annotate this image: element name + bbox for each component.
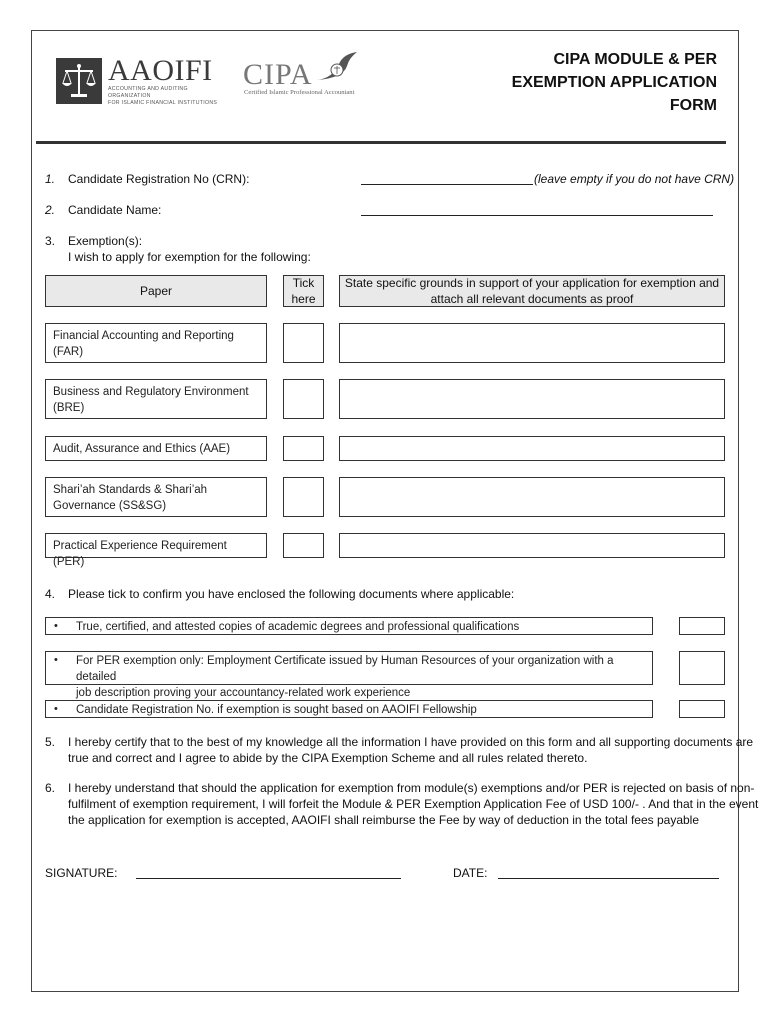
exemptions-intro: I wish to apply for exemption for the following: — [68, 250, 311, 264]
bullet-icon: • — [54, 703, 58, 715]
tick-box-per[interactable] — [283, 533, 324, 558]
cipa-logo-text: CIPA — [243, 58, 313, 91]
aaoifi-logo-tagline — [108, 86, 228, 107]
crn-item-number: 1. — [45, 172, 56, 186]
document-item-employment-certificate — [45, 651, 653, 699]
paper-name: Practical Experience Requirement (PER) — [53, 540, 227, 568]
date-label: DATE: — [453, 866, 488, 880]
form-title-line-2: EXEMPTION APPLICATION — [511, 74, 717, 91]
form-title-line-3: FORM — [669, 97, 717, 114]
certification-statement — [68, 734, 754, 766]
tick-header-line-2: here — [291, 292, 316, 306]
certification-line-2: true and correct and I agree to abide by the CIPA Exemption Scheme and all rules related thereto. — [68, 751, 588, 765]
paper-per — [45, 533, 267, 568]
fee-line-2: fulfilment of exemption requirement, I will forfeit the Module & PER Exemption Application Fee of USD 100/- . And that in the event — [68, 797, 759, 811]
paper-column-header — [45, 275, 267, 307]
exemptions-item-number: 3. — [45, 234, 56, 248]
paper-name: Audit, Assurance and Ethics (AAE) — [53, 443, 231, 455]
document-text-line-2: job description proving your accountancy-related work experience — [76, 687, 411, 699]
signature-input-line[interactable] — [136, 878, 401, 879]
paper-code: (FAR) — [53, 346, 84, 358]
tick-box-employment-certificate[interactable] — [679, 651, 725, 685]
grounds-field-sssg[interactable] — [339, 477, 725, 517]
documents-item-number: 4. — [45, 587, 56, 601]
paper-name: Financial Accounting and Reporting — [53, 330, 234, 342]
fee-line-3: the application for exemption is accepted, AAOIFI shall reimburse the Fee by way of deduction in the total fees payable — [68, 813, 700, 827]
form-title-line-1: CIPA MODULE & PER — [553, 51, 717, 68]
crn-note: (leave empty if you do not have CRN) — [534, 172, 735, 186]
fee-item-number: 6. — [45, 781, 56, 795]
paper-code: (BRE) — [53, 402, 85, 414]
document-text: Candidate Registration No. if exemption is sought based on AAOIFI Fellowship — [76, 704, 477, 716]
aaoifi-tagline-line-1: ACCOUNTING AND AUDITING ORGANIZATION — [108, 86, 188, 99]
paper-name: Business and Regulatory Environment — [53, 386, 249, 398]
header-divider — [36, 141, 726, 144]
grounds-header-line-1: State specific grounds in support of your application for exemption and — [344, 276, 720, 290]
tick-box-bre[interactable] — [283, 379, 324, 419]
grounds-column-header — [339, 275, 725, 307]
paper-code: Governance (SS&SG) — [53, 500, 167, 512]
tick-box-certificates[interactable] — [679, 617, 725, 635]
bullet-icon: • — [54, 654, 58, 666]
crn-label: Candidate Registration No (CRN): — [68, 172, 250, 186]
fee-line-1: I hereby understand that should the application for exemption from module(s) exemptions and/or PER is rejected on basis of non- — [68, 781, 755, 795]
document-text: True, certified, and attested copies of academic degrees and professional qualifications — [76, 621, 520, 633]
certification-line-1: I hereby certify that to the best of my knowledge all the information I have provided on this form and all supporting documents are — [68, 735, 754, 749]
certification-item-number: 5. — [45, 735, 56, 749]
tick-header-line-1: Tick — [292, 276, 315, 290]
paper-aae — [45, 436, 267, 461]
cipa-logo-tagline: Certified Islamic Professional Accountant — [244, 89, 355, 96]
document-text-line-1: For PER exemption only: Employment Certificate issued by Human Resources of your organization with a detailed — [76, 655, 614, 683]
crn-input-line[interactable] — [361, 184, 533, 185]
candidate-name-label: Candidate Name: — [68, 203, 162, 217]
exemptions-label: Exemption(s): — [68, 234, 143, 248]
aaoifi-tagline-line-2: FOR ISLAMIC FINANCIAL INSTITUTIONS — [108, 100, 218, 106]
grounds-field-bre[interactable] — [339, 379, 725, 419]
aaoifi-logo-text: AAOIFI — [108, 54, 213, 87]
cipa-emblem-icon — [313, 50, 359, 84]
grounds-header-line-2: attach all relevant documents as proof — [430, 292, 634, 306]
grounds-field-far[interactable] — [339, 323, 725, 363]
tick-column-header — [283, 275, 324, 307]
document-item-certificates — [45, 617, 653, 635]
paper-far — [45, 323, 267, 363]
date-input-line[interactable] — [498, 878, 719, 879]
aaoifi-scales-logo-icon — [56, 58, 102, 104]
tick-box-sssg[interactable] — [283, 477, 324, 517]
bullet-icon: • — [54, 620, 58, 632]
paper-sssg — [45, 477, 267, 517]
paper-bre — [45, 379, 267, 419]
grounds-field-per[interactable] — [339, 533, 725, 558]
form-title — [512, 48, 717, 117]
fee-statement — [68, 780, 759, 828]
candidate-name-input-line[interactable] — [361, 215, 713, 216]
paper-header-label: Paper — [139, 284, 173, 298]
grounds-field-aae[interactable] — [339, 436, 725, 461]
tick-box-aae[interactable] — [283, 436, 324, 461]
document-item-fellowship — [45, 700, 653, 718]
paper-name: Shari’ah Standards & Shari’ah — [53, 484, 208, 496]
signature-label: SIGNATURE: — [45, 866, 118, 880]
tick-box-far[interactable] — [283, 323, 324, 363]
tick-box-fellowship[interactable] — [679, 700, 725, 718]
documents-heading: Please tick to confirm you have enclosed the following documents where applicable: — [68, 587, 515, 601]
name-item-number: 2. — [45, 203, 56, 217]
